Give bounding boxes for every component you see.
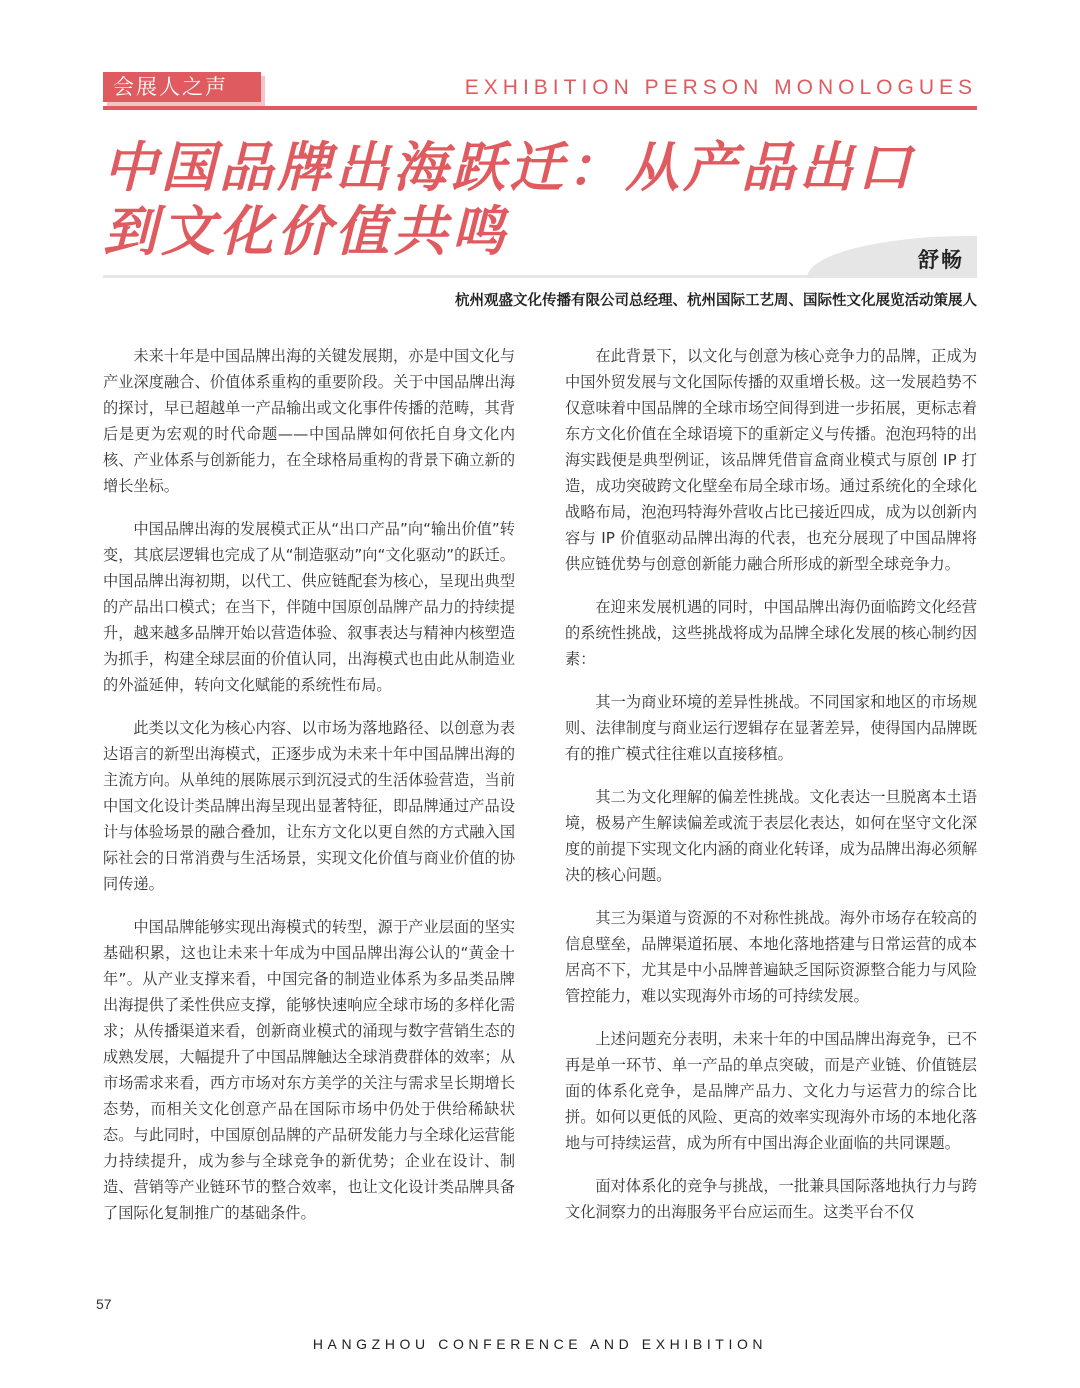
right-column [565,343,977,1242]
author-band [103,236,977,278]
article-title-line2: 到文化价值共鸣 [103,200,509,263]
paragraph: 上述问题充分表明，未来十年的中国品牌出海竞争，已不再是单一环节、单一产品的单点突破，而是产业链、价值链层面的体系化竞争，是品牌产品力、文化力与运营力的综合比拼。如何以更低的风险、更高的效率实现海外市场的本地化落地与可持续运营，成为所有中国出海企业面临的共同课题。 [565,1030,977,1152]
paragraph: 中国品牌出海的发展模式正从“出口产品”向“输出价值”转变，其底层逻辑也完成了从“制造驱动”向“文化驱动”的跃迁。中国品牌出海初期，以代工、供应链配套为核心，呈现出典型的产品出口模式；在当下，伴随中国原创品牌产品力的持续提升，越来越多品牌开始以营造体验、叙事表达与精神内核塑造为抓手，构建全球层面的价值认同，出海模式也由此从制造业的外溢延伸，转向文化赋能的系统性布局。 [103,520,515,694]
left-column [103,343,515,1243]
section-title-en: EXHIBITION PERSON MONOLOGUES [464,76,977,99]
paragraph: 中国品牌能够实现出海模式的转型，源于产业层面的坚实基础积累，这也让未来十年成为中国品牌出海公认的“黄金十年”。从产业支撑来看，中国完备的制造业体系为多品类品牌出海提供了柔性供应支撑，能够快速响应全球市场的多样化需求；从传播渠道来看，创新商业模式的涌现与数字营销生态的成熟发展，大幅提升了中国品牌触达全球消费群体的效率；从市场需求来看，西方市场对东方美学的关注与需求呈长期增长态势，而相关文化创意产品在国际市场中仍处于供给稀缺状态。与此同时，中国原创品牌的产品研发能力与全球化运营能力持续提升，成为参与全球竞争的新优势；企业在设计、制造、营销等产业链环节的整合效率，也让文化设计类品牌具备了国际化复制推广的基础条件。 [103,918,515,1222]
page-number: 57 [96,1296,112,1312]
paragraph: 其一为商业环境的差异性挑战。不同国家和地区的市场规则、法律制度与商业运行逻辑存在显著差异，使得国内品牌既有的推广模式往往难以直接移植。 [565,693,977,763]
author-affiliation: 杭州观盛文化传播有限公司总经理、杭州国际工艺周、国际性文化展览活动策展人 [455,293,977,309]
article-title-line1: 中国品牌出海跃迁：从产品出口 [103,136,915,199]
header-divider [103,106,977,110]
paragraph: 未来十年是中国品牌出海的关键发展期，亦是中国文化与产业深度融合、价值体系重构的重要阶段。关于中国品牌出海的探讨，早已超越单一产品输出或文化事件传播的范畴，其背后是更为宏观的时代命题——中国品牌如何依托自身文化内核、产业体系与创新能力，在全球格局重构的背景下确立新的增长坐标。 [103,347,515,495]
paragraph: 在此背景下，以文化与创意为核心竞争力的品牌，正成为中国外贸发展与文化国际传播的双重增长极。这一发展趋势不仅意味着中国品牌的全球市场空间得到进一步拓展，更标志着东方文化价值在全球语境下的重新定义与传播。泡泡玛特的出海实践便是典型例证，该品牌凭借盲盒商业模式与原创 IP 打造，成功突破跨文化壁垒布局全球市场。通过系统化的全球化战略布局，泡泡玛特海外营收占比已接近四成，成为以创新内容与 IP 价值驱动品牌出海的代表，也充分展现了中国品牌将供应链优势与创意创新能力融合所形成的新型全球竞争力。 [565,347,977,573]
magazine-footer: HANGZHOU CONFERENCE AND EXHIBITION [312,1336,768,1352]
paragraph: 其三为渠道与资源的不对称性挑战。海外市场存在较高的信息壁垒，品牌渠道拓展、本地化落地搭建与日常运营的成本居高不下，尤其是中小品牌普遍缺乏国际资源整合能力与风险管控能力，难以实现海外市场的可持续发展。 [565,909,977,1005]
paragraph: 在迎来发展机遇的同时，中国品牌出海仍面临跨文化经营的系统性挑战，这些挑战将成为品牌全球化发展的核心制约因素： [565,598,977,668]
author-name: 舒畅 [918,248,964,272]
section-tag: 会展人之声 [103,72,261,102]
paragraph: 其二为文化理解的偏差性挑战。文化表达一旦脱离本土语境，极易产生解读偏差或流于表层化表达，如何在坚守文化深度的前提下实现文化内涵的商业化转译，成为品牌出海必须解决的核心问题。 [565,788,977,884]
paragraph: 此类以文化为核心内容、以市场为落地路径、以创意为表达语言的新型出海模式，正逐步成为未来十年中国品牌出海的主流方向。从单纯的展陈展示到沉浸式的生活体验营造，当前中国文化设计类品牌出海呈现出显著特征，即品牌通过产品设计与体验场景的融合叠加，让东方文化以更自然的方式融入国际社会的日常消费与生活场景，实现文化价值与商业价值的协同传递。 [103,719,515,893]
paragraph: 面对体系化的竞争与挑战，一批兼具国际落地执行力与跨文化洞察力的出海服务平台应运而生。这类平台不仅 [565,1177,977,1221]
